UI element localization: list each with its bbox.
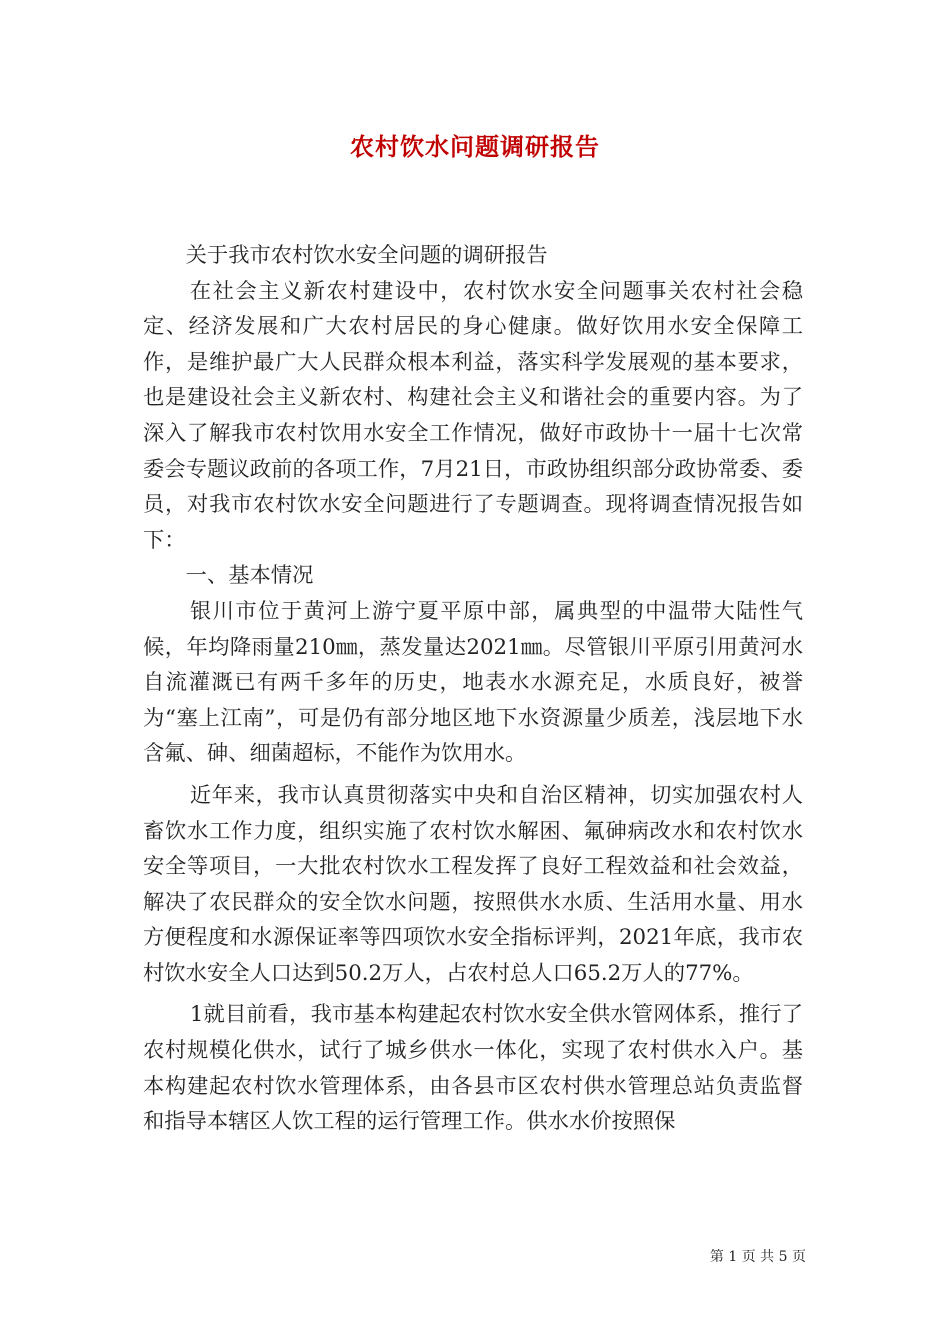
section-heading: 一、基本情况 [185,563,314,589]
current-status-paragraph: 1就目前看，我市基本构建起农村饮水安全供水管网体系，推行了农村规模化供水，试行了城乡供水一体化，实现了农村供水入户。基本构建起农村饮水管理体系，由各县市区农村供水管理总站负责监督和指导本辖区人饮工程的运行管理工作。供水水价按照保 [143,1002,803,1135]
recent-years-paragraph: 近年来，我市认真贯彻落实中央和自治区精神，切实加强农村人畜饮水工作力度，组织实施了农村饮水解困、氟砷病改水和农村饮水安全等项目，一大批农村饮水工程发挥了良好工程效益和社会效益，解决了农民群众的安全饮水问题，按照供水水质、生活用水量、用水方便程度和水源保证率等四项饮水安全指标评判，2021年底，我市农村饮水安全人口达到50.2万人，占农村总人口65.2万人的77%。 [143,782,803,986]
basic-info-paragraph: 银川市位于黄河上游宁夏平原中部，属典型的中温带大陆性气候，年均降雨量210㎜，蒸发量达2021㎜。尽管银川平原引用黄河水自流灌溉已有两千多年的历史，地表水水源充足，水质良好，被誉为“塞上江南”，可是仍有部分地区地下水资源量少质差，浅层地下水含氟、砷、细菌超标，不能作为饮用水。 [143,598,803,767]
document-body [143,238,803,1140]
subtitle-paragraph: 关于我市农村饮水安全问题的调研报告 [185,243,548,268]
document-title: 农村饮水问题调研报告 [350,132,600,161]
intro-paragraph: 在社会主义新农村建设中，农村饮水安全问题事关农村社会稳定、经济发展和广大农村居民的身心健康。做好饮用水安全保障工作，是维护最广大人民群众根本利益，落实科学发展观的基本要求，也是建设社会主义新农村、构建社会主义和谐社会的重要内容。为了深入了解我市农村饮用水安全工作情况，做好市政协十一届十七次常委会专题议政前的各项工作，7月21日，市政协组织部分政协常委、委员，对我市农村饮水安全问题进行了专题调查。现将调查情况报告如下： [143,278,803,553]
page-number: 第 1 页 共 5 页 [709,1249,806,1265]
